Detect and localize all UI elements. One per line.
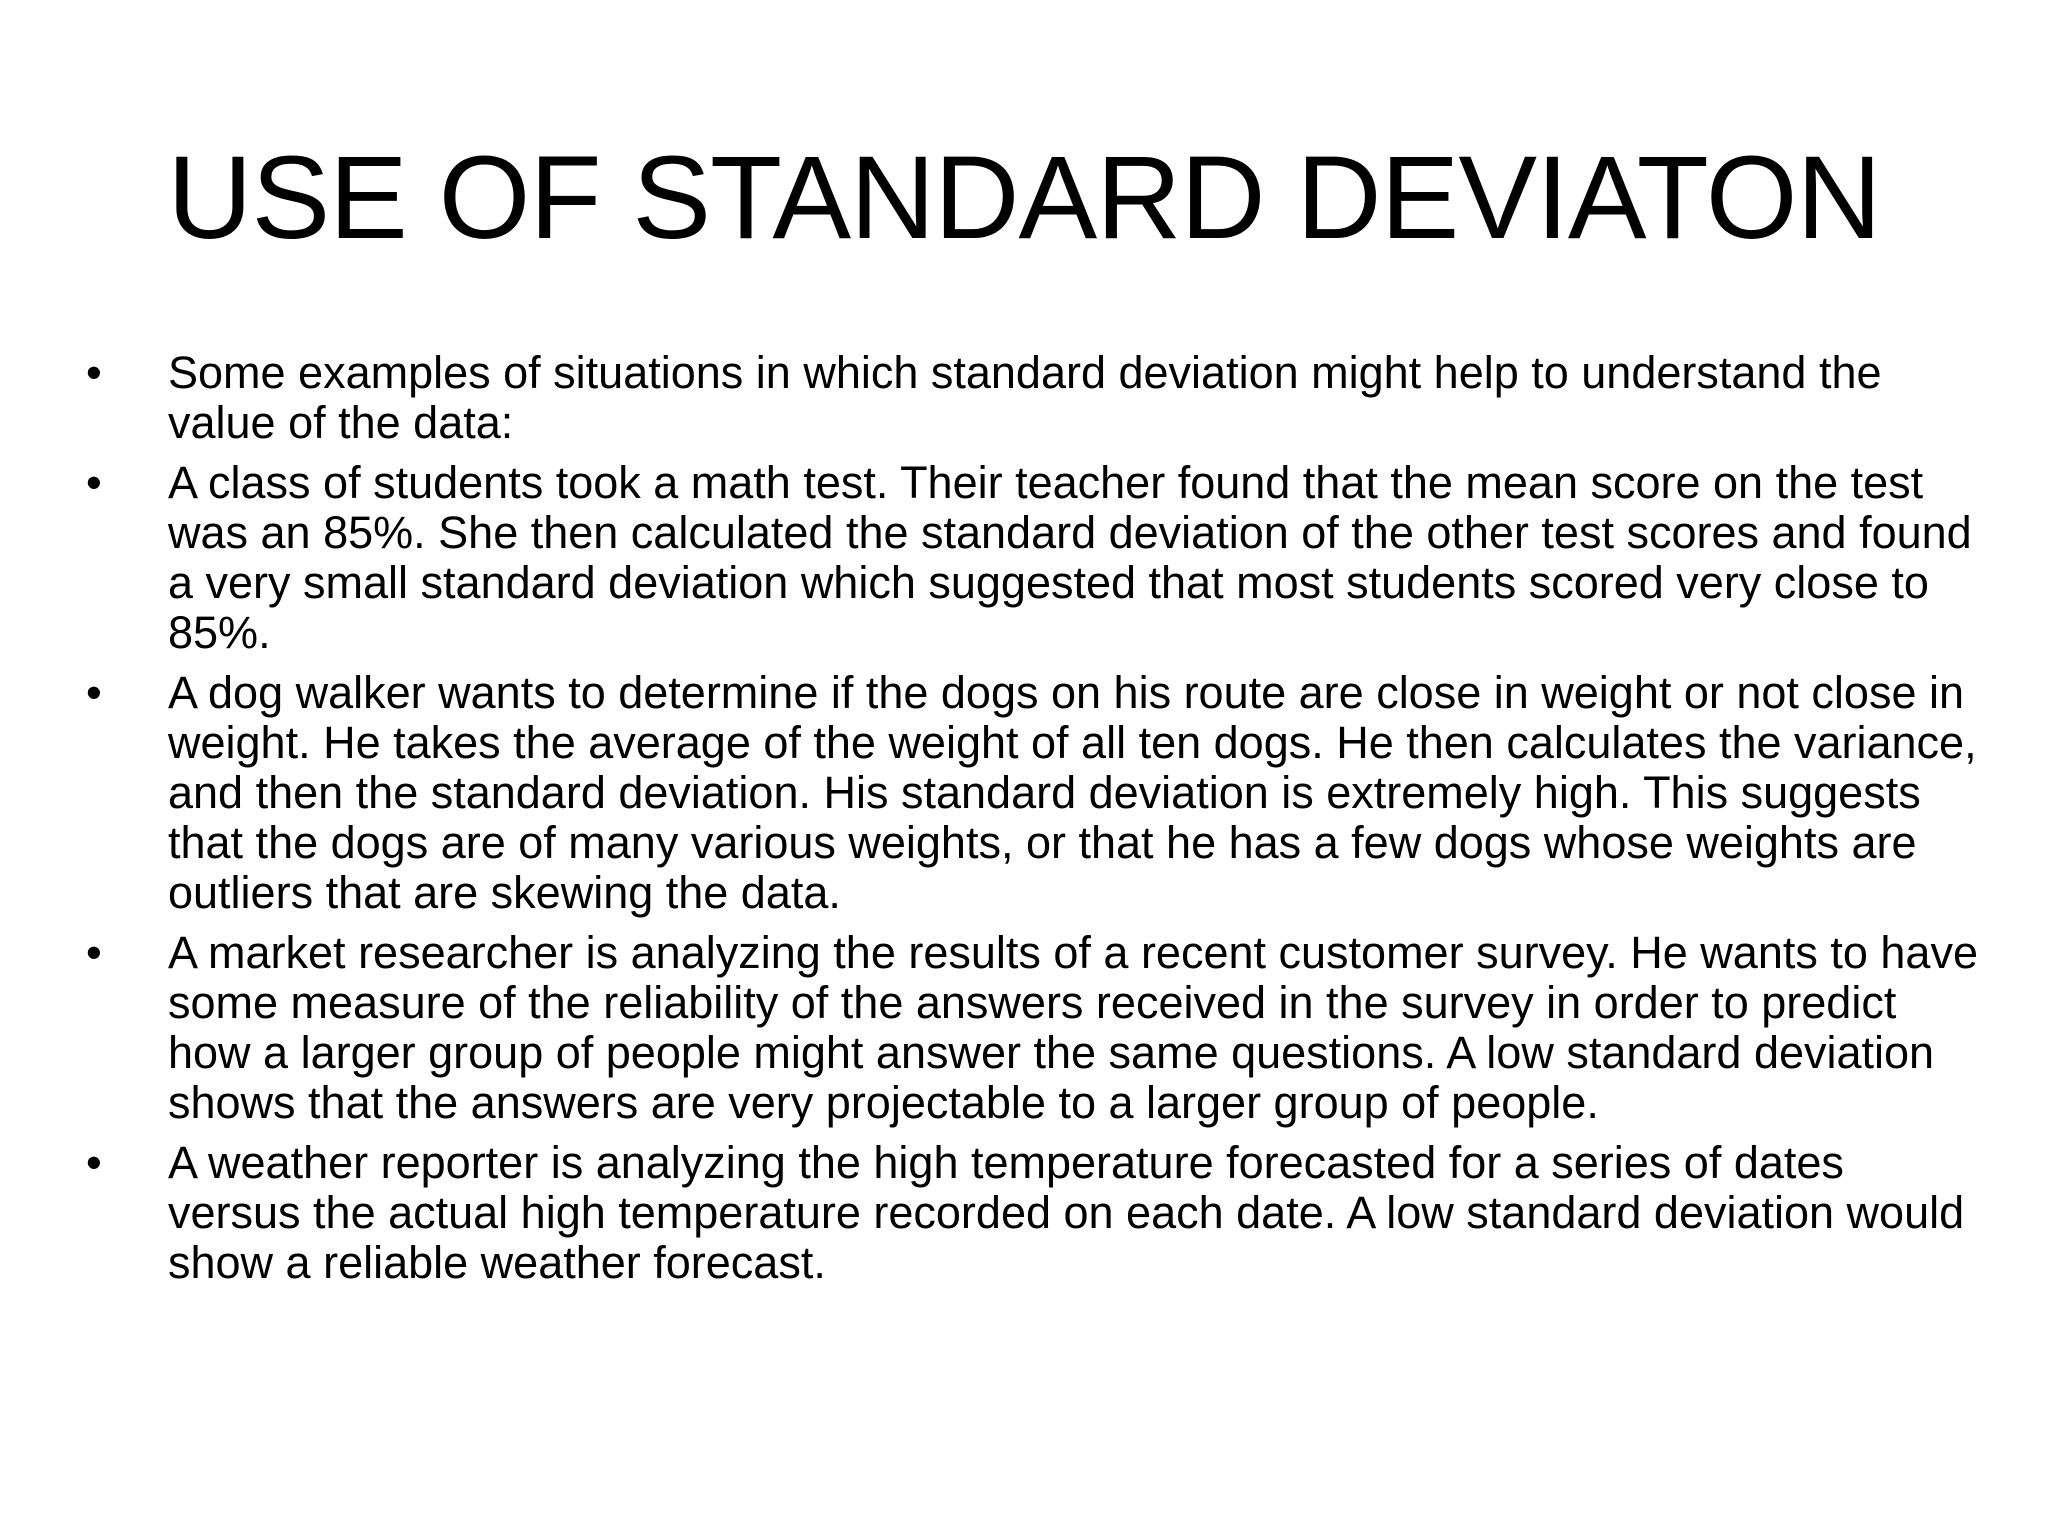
bullet-text: A weather reporter is analyzing the high temperature forecasted for a series of dates versus the actual high temperature recorded on each date. A low standard deviation would show a reliable weather forecast.: [168, 1137, 1965, 1288]
bullet-icon: •: [86, 347, 102, 398]
bullet-text: A dog walker wants to determine if the dogs on his route are close in weight or not close in weight. He takes the average of the weight of all ten dogs. He then calculates the variance, and then the standard deviation. His standard deviation is extremely high. This suggests that the dogs are of many various weights, or that he has a few dogs whose weights are outliers that are skewing the data.: [168, 667, 1977, 918]
list-item: [86, 1138, 1986, 1288]
list-item: [86, 668, 1986, 918]
list-item: [86, 348, 1986, 448]
bullet-icon: •: [86, 1137, 102, 1188]
list-item: [86, 928, 1986, 1128]
bullet-text: Some examples of situations in which standard deviation might help to understand the value of the data:: [168, 347, 1882, 448]
bullet-text: A market researcher is analyzing the results of a recent customer survey. He wants to have some measure of the reliability of the answers received in the survey in order to predict how a larger group of people might answer the same questions. A low standard deviation shows that the answers are very projectable to a larger group of people.: [168, 927, 1978, 1128]
bullet-icon: •: [86, 667, 102, 718]
bullet-icon: •: [86, 927, 102, 978]
slide-title: USE OF STANDARD DEVIATON: [167, 132, 1881, 264]
bullet-icon: •: [86, 457, 102, 508]
bullet-text: A class of students took a math test. Their teacher found that the mean score on the test was an 85%. She then calculated the standard deviation of the other test scores and found a very small standard deviation which suggested that most students scored very close to 85%.: [168, 457, 1972, 658]
bullet-list: [86, 348, 1986, 1298]
list-item: [86, 458, 1986, 658]
